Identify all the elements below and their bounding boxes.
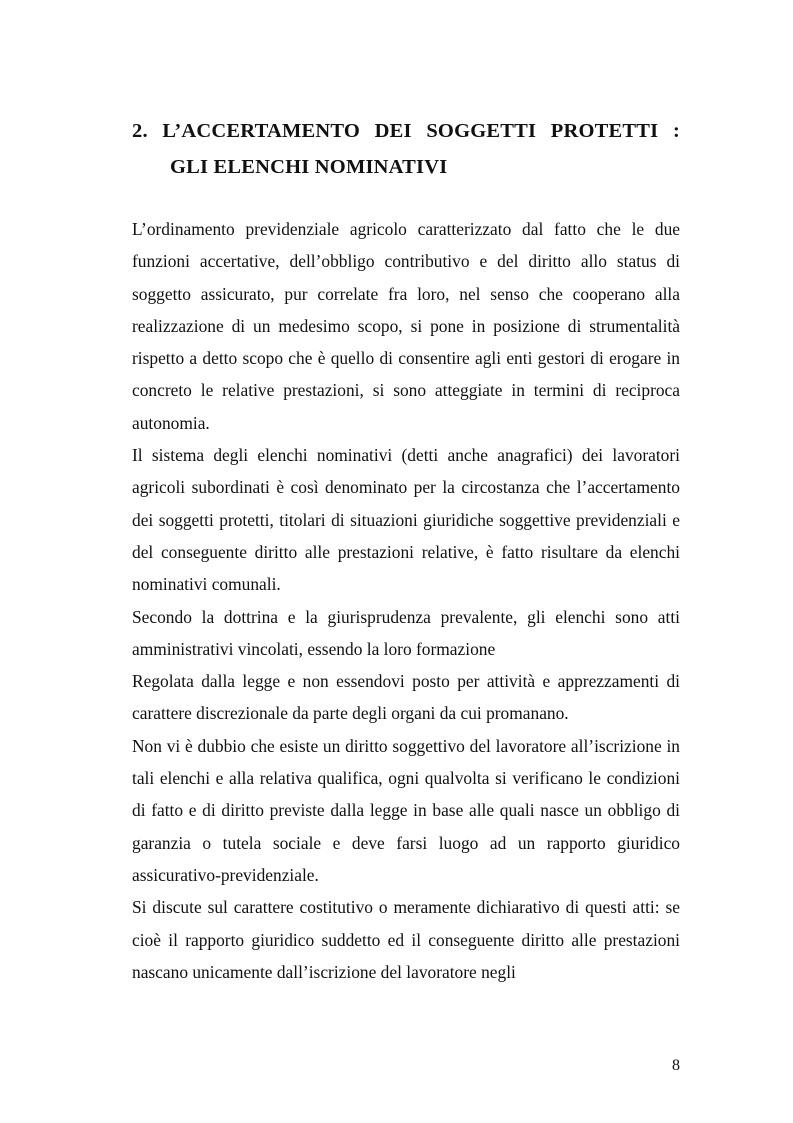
paragraph: Si discute sul carattere costitutivo o meramente dichiarativo di questi atti: se cioè il rapporto giuridico suddetto ed il conseguente diritto alle prestazioni nascano unicamente dall’iscrizione del lavoratore negli [132,897,680,982]
paragraph: Non vi è dubbio che esiste un diritto soggettivo del lavoratore all’iscrizione in tali elenchi e alla relativa qualifica, ogni qualvolta si verificano le condizioni di fatto e di diritto previste dalla legge in base alle quali nasce un obbligo di garanzia o tutela sociale e deve farsi luogo ad un rapporto giuridico assicurativo-previdenziale. [132,735,680,885]
body-text [132,213,680,988]
paragraph: Secondo la dottrina e la giurisprudenza prevalente, gli elenchi sono atti amministrativi vincolati, essendo la loro formazione [132,606,680,659]
section-heading-line2: GLI ELENCHI NOMINATIVI [170,156,448,178]
paragraph: L’ordinamento previdenziale agricolo caratterizzato dal fatto che le due funzioni accertative, dell’obbligo contributivo e del diritto allo status di soggetto assicurato, pur correlate fra loro, nel senso che cooperano alla realizzazione di un medesimo scopo, si pone in posizione di strumentalità rispetto a detto scopo che è quello di consentire agli enti gestori di erogare in concreto le relative prestazioni, si sono atteggiate in termini di reciproca autonomia. [132,219,680,433]
page-number: 8 [672,1057,680,1074]
paragraph: Il sistema degli elenchi nominativi (detti anche anagrafici) dei lavoratori agricoli subordinati è così denominato per la circostanza che l’accertamento dei soggetti protetti, titolari di situazioni giuridiche soggettive previdenziali e del conseguente diritto alle prestazioni relative, è fatto risultare da elenchi nominativi comunali. [132,445,680,595]
section-heading-line1: 2. L’ACCERTAMENTO DEI SOGGETTI PROTETTI : [132,120,680,142]
section-heading [132,113,680,185]
paragraph: Regolata dalla legge e non essendovi posto per attività e apprezzamenti di carattere discrezionale da parte degli organi da cui promanano. [132,671,680,724]
